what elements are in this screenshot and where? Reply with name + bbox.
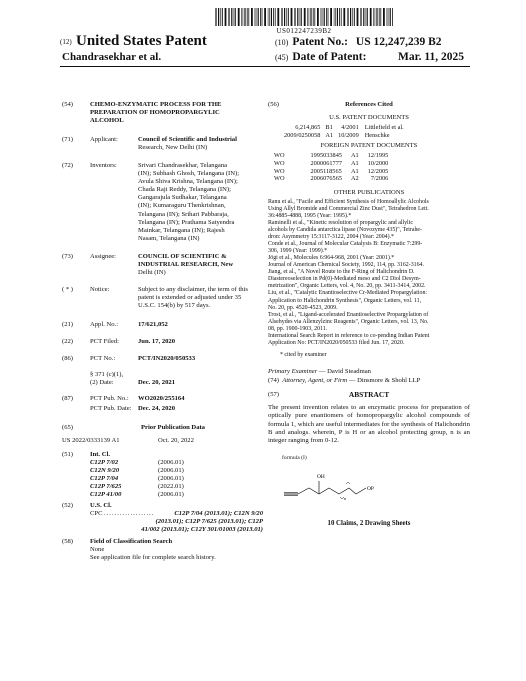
foreign-doc-row: WO 1995033845 A1 12/1995 [274,152,389,160]
barcode-bar [271,8,272,26]
barcode-bar [277,8,279,26]
pct-pub-section: (87) PCT Pub. No.: WO2020/255164 PCT Pub. Date: Dec. 24, 2020 [62,395,256,421]
formula-figure [268,454,470,516]
int-cl-section: (51) Int. Cl. C12P 7/02 (2006.01) C12N 9/20 (2006.01) C12P 7/04 (2006.01) C12P 7/625 (2022.01) C12P 41/00 (2006.01) [62,451,184,499]
barcode-bar [288,8,289,26]
barcode-bar [324,8,325,26]
barcode-bar [235,8,236,26]
formula-label: formula (I) [282,454,307,461]
barcode-bar [367,8,368,26]
other-publication-line: dron: Asymmetry 15:3117-3122, 2004 (Year: 2004).* [268,234,394,241]
other-publication-line: Diastereoselection in Pd(0)-Mediated meso and C2 Diol Desym- [268,276,421,283]
barcode-number: US012247239B2 [276,27,332,35]
barcode-bar [260,8,261,26]
other-publication-line: 36:4885-4888, 1995 (Year: 1995).* [268,212,352,219]
barcode-bar [231,8,232,26]
inventors-section: (72) Inventors: Srivari Chandrasekhar, Telangana (IN); Subhash Ghosh, Telangana (IN); Avula Shiva Krishna, Telangana (IN); Chada Raji Reddy, Telangana (IN); Gangarajula Sudhakar, Telangana (IN); Kumaraguru Thenkrishnan, Telangana (IN); Srihari Pabbaraja, Telangana (IN); Prathama Satyendra Mainkar, Telangana (IN); Rajesh Nasam, Telangana (IN) [62,162,256,246]
other-publication-line: alcohols by Candida antarctica lipase (Novozyme 435)", Tetrahe- [268,227,423,234]
barcode-bar [354,8,355,26]
barcode-bar [317,8,319,26]
barcode-bar [297,8,298,26]
other-publication-line: Trost, et al., "Ligand-accelerated Enantioselective Propargylation of [268,311,429,318]
barcode-bar [256,8,257,26]
barcode-bar [314,8,315,26]
other-publication-line: No. 20, pp. 4520-4523, 2009. [268,304,338,311]
barcode-bar [328,8,329,26]
left-column [62,101,263,661]
barcode-bar [247,8,248,26]
us-cl-section: (52) U.S. Cl. CPC ................... C12P 7/04 (2013.01); C12N 9/20 (2013.01); C12P 7/625 (2013.01); C12P 41/002 (2013.01); C12Y 301/01003 (2013.01) [62,502,263,534]
assignee-section: (73) Assignee: COUNCIL OF SCIENTIFIC & INDUSTRIAL RESEARCH, New Delhi (IN) [62,253,256,286]
barcode-bar [313,8,314,26]
int-cl-row: C12P 41/00 (2006.01) [90,491,184,499]
other-publication-line: Jiang, et al., "A Novel Route to the F-Ring of Halichondrin D. [268,269,415,276]
title-section: (54) CHEMO-ENZYMATIC PROCESS FOR THE PREPARATION OF HOMOPROPARGYLIC ALCOHOL [62,101,256,133]
foreign-patent-documents [274,152,397,182]
date-label: Date of Patent: [292,51,367,63]
barcode-bar [310,8,311,26]
barcode-bar [375,8,376,26]
barcode-bar [291,8,293,26]
other-publication-line: International Search Report in reference to co-pending Indian Patent [268,332,430,339]
barcode-bar [218,8,219,26]
inventors-short: Chandrasekhar et al. [62,51,162,63]
other-publication-line: Raminelli et al., "Kinetic resolution of propargylic and allylic [268,219,413,226]
barcode-bar [370,8,372,26]
header-divider [60,66,470,67]
barcode-bar [286,8,287,26]
field-search-section: (58) Field of Classification Search None See application file for complete search history. [62,538,216,561]
barcode-bar [321,8,322,26]
barcode-bar [281,8,282,26]
applicant-section: (71) Applicant: Council of Scientific and Industrial Research, New Delhi (IN) [62,136,256,162]
right-column: (56) References Cited U.S. PATENT DOCUMENTS 6,214,865 B1 4/2001 Littlefield et al. 2009/0250058 A1 10/2009 Henschke FOREIGN PATENT DOCUMENTS WO 1995033845 A1 12/1995 WO 2000061777 A1 10/2000 WO 2005118565 A1 12/2005 WO 2006076565 A2 7/2006 OTHER PUBLICATIONS Ranu et al., "Facile and Efficient Synthesis of Homoallylic Alcohols Using Allyl Bromide and Commercial Zinc Dust", Tetrahedron Lett. 36:4885-4888, 1995 (Year: 1995).* Raminelli et al., "Kinetic resolution of propargylic and allylic alcohols by Candida antarctica lipase (Novozyme 435)", Tetrahe- dron: Asymmetry 15:3117-3122, 2004 (Year: 2004).* Conde et al., Journal of Molecular Catalysis B: Enzymatic 7:299- 306, 1999 (Year: 1999).* Jögi et al., Molecules 6:964-968, 2001 (Year: 2001).* Journal of American Chemical Society, 1992, 114, pp. 3162-3164. Jiang, et al., "A Novel Route to the F-Ring of Halichondrin D. Diastereoselection in Pd(0)-Mediated meso and C2 Diol Desym- metrization", Organic Letters, vol. 4, No. 20, pp. 3411-3414, 2002. Liu, et al., "Catalytic Enantioselective Cr-Mediated Propargylation: Application to Halichondrin Synthesis", Organic Letters, vol. 11, No. 20, pp. 4520-4523, 2009. Trost, et al., "Ligand-accelerated Enantioselective Propargylation of Alsehydes via Allenzylzinc Reagents", Organic Letters, vol. 13, No. 08, pp. 1900-1903, 2011. International Search Report in reference to co-pending Indian Patent Application No: PCT/IN2020/050533 filed Jun. 17, 2020. * cited by examiner Primary Examiner — David Steadman (74) Attorney, Agent, or Firm — Dinsmore & Shohl LLP (57) ABSTRACT The present invention relates to an enzymatic process for preparation of optically pure enantiomers of homopropargylic alcohol compounds of formula 1, which are useful intermediates for the synthesis of Halichondrin B and analogs. wherein, P is H or an alcohol protecting group, n is an integer ranging from 0-12. formula (I) OH n OP 10 Claims, 2 Drawing Sheets [268,101,470,527]
barcode-bar [363,8,364,26]
other-publication-line: 306, 1999 (Year: 1999).* [268,248,328,255]
foreign-doc-row: WO 2000061777 A1 10/2000 [274,159,389,167]
barcode-bar [348,8,349,26]
formula-n: n [344,495,347,501]
other-publication-line: Journal of American Chemical Society, 1992, 114, pp. 3162-3164. [268,262,424,269]
pct-no-value: PCT/IN2020/050533 [138,355,196,362]
barcode-bar [392,8,393,26]
barcode-bar [234,8,235,26]
patent-number-label: Patent No.: [292,36,348,48]
appl-no-value: 17/621,052 [138,321,168,328]
barcode-bar [238,8,240,26]
patent-number-line: (10) Patent No.: US 12,247,239 B2 [275,36,442,48]
patent-number: US 12,247,239 B2 [355,36,442,48]
tag-12: (12) [60,38,72,46]
pct-pub-date-value: Dec. 24, 2020 [138,405,175,412]
barcode-bar [275,8,276,26]
pct-no-section: (86) PCT No.: PCT/IN2020/050533 § 371 (c)(1), (2) Date: Dec. 20, 2021 [62,355,256,391]
barcode-bar [282,8,283,26]
formula-op: OP [367,485,374,492]
formula-oh: OH [317,473,325,480]
barcode-bar [307,8,308,26]
barcode-bar [273,8,274,26]
barcode-bar [268,8,269,26]
other-publication-line: metrization", Organic Letters, vol. 4, No. 20, pp. 3411-3414, 2002. [268,283,426,290]
attorney: (74) Attorney, Agent, or Firm — Dinsmore & Shohl LLP [268,376,421,384]
barcode-bar [216,8,217,26]
primary-examiner: Primary Examiner — David Steadman [268,367,371,375]
barcode-bar [258,8,259,26]
barcode-bar [241,8,242,26]
cpc-codes: C12P 7/04 (2013.01); C12N 9/20 (2013.01); C12P 7/625 (2013.01); C12P 41/002 (2013.01); C12Y 301/01003 (2013.01) [141,510,263,534]
other-publication-line: Using Allyl Bromide and Commercial Zinc Dust", Tetrahedron Lett. [268,205,429,212]
barcode-bar [341,8,342,26]
barcode-bar [229,8,230,26]
assignee-value: COUNCIL OF SCIENTIFIC & INDUSTRIAL RESEARCH, New Delhi (IN) [138,253,234,277]
s371-date-value: Dec. 20, 2021 [138,379,175,386]
other-publication-line: Application to Halichondrin Synthesis", Organic Letters, vol. 11, [268,297,422,304]
abstract-header: (57) ABSTRACT [268,390,390,400]
int-cl-row: C12P 7/02 (2006.01) [90,459,184,466]
patent-type-title: United States Patent [76,33,207,49]
barcode-bar [334,8,335,26]
cited-by-examiner: * cited by examiner [280,351,327,358]
barcode-bar [347,8,348,26]
barcode-bar [228,8,229,26]
other-publication-line: Alsehydes via Allenzylzinc Reagents", Organic Letters, vol. 13, No. [268,318,429,325]
barcode-bar [379,8,380,26]
invention-title: CHEMO-ENZYMATIC PROCESS FOR THE PREPARATION OF HOMOPROPARGYLIC ALCOHOL [90,101,222,125]
barcode-bar [251,8,253,26]
barcode-bar [335,8,336,26]
barcode-bar [388,8,389,26]
other-publication-line: Liu, et al., "Catalytic Enantioselective Cr-Mediated Propargylation: [268,290,428,297]
foreign-doc-row: WO 2005118565 A1 12/2005 [274,167,389,175]
claims-note: 10 Claims, 2 Drawing Sheets [327,519,411,527]
barcode-bar [361,8,362,26]
barcode-bar [300,8,301,26]
notice-section: ( * ) Notice: Subject to any disclaimer, the term of this patent is extended or adjusted under 35 U.S.C. 154(b) by 517 days. [62,286,256,319]
applicant-value: Council of Scientific and Industrial Research, New Delhi (IN) [138,136,237,152]
int-cl-row: C12P 7/625 (2022.01) [90,483,184,491]
barcode-bar [339,8,340,26]
barcode-bar [264,8,266,26]
barcode-bar [269,8,270,26]
prior-publication-title: Prior Publication Data [141,424,205,431]
int-cl-row: C12N 9/20 (2006.01) [90,467,184,475]
barcode-bar [294,8,295,26]
barcode-bar [295,8,296,26]
inventors-list: Srivari Chandrasekhar, Telangana (IN); Subhash Ghosh, Telangana (IN); Avula Shiva Krishna, Telangana (IN); Chada Raji Reddy, Telangana (IN); Gangarajula Sudhakar, Telangana (IN); Kumaraguru Thenkrishnan, Telangana (IN); Srihari Pabbaraja, Telangana (IN); Prathama Satyendra Mainkar, Telangana (IN); Rajesh Nasam, Telangana (IN) [138,162,240,242]
other-publications [268,199,470,347]
barcode-bar [222,8,223,26]
other-publications-title: OTHER PUBLICATIONS [333,188,405,196]
barcode-bar [387,8,388,26]
us-doc-row: 6,214,865 B1 4/2001 Littlefield et al. [295,124,404,132]
references-title: References Cited [345,101,393,108]
foreign-docs-title: FOREIGN PATENT DOCUMENTS [320,142,418,150]
prior-publication-section: (65) Prior Publication Data US 2022/0333139 A1 Oct. 20, 2022 [62,424,256,448]
appl-no-section: (21) Appl. No.: 17/621,052 [62,321,256,338]
other-publication-line: Jögi et al., Molecules 6:964-968, 2001 (Year: 2001).* [268,255,395,262]
barcode-bar [248,8,249,26]
notice-text: Subject to any disclaimer, the term of this patent is extended or adjusted under 35 U.S.C. 154(b) by 517 days. [138,286,248,310]
us-doc-row: 2009/0250058 A1 10/2009 Henschke [284,131,390,139]
barcode-bar [380,8,381,26]
us-docs-title: U.S. PATENT DOCUMENTS [329,114,409,121]
other-publication-line: Ranu et al., "Facile and Efficient Synthesis of Homoallylic Alcohols [268,198,429,205]
us-patent-documents [284,124,409,139]
pct-pub-no-value: WO2020/255164 [138,395,185,402]
pct-filed-section: (22) PCT Filed: Jun. 17, 2020 [62,338,256,355]
barcode-bar [326,8,327,26]
date-of-patent-line: (45) Date of Patent: Mar. 11, 2025 [275,51,465,63]
barcode-bar [373,8,374,26]
barcode-bar [360,8,361,26]
other-publication-line: Application No: PCT/IN2020/050533 filed Jun. 17, 2020. [268,339,405,346]
barcode-bar [337,8,338,26]
barcode-bar [262,8,263,26]
barcode-bar [383,8,385,26]
int-cl-row: C12P 7/04 (2006.01) [90,475,184,483]
barcode-bar [330,8,332,26]
barcode-bar [309,8,310,26]
barcode-bar [357,8,359,26]
barcode-bar [244,8,245,26]
formula-structure [282,464,402,504]
barcode-bar [366,8,367,26]
barcode-bar [220,8,221,26]
date-of-patent: Mar. 11, 2025 [398,51,465,63]
foreign-doc-row: WO 2006076565 A2 7/2006 [274,175,389,183]
barcode-bar [301,8,302,26]
barcode-bar [255,8,256,26]
barcode-bar [350,8,351,26]
barcode-bar [243,8,244,26]
barcode-bar [352,8,353,26]
other-publication-line: 08, pp. 1900-1903, 2011. [268,325,328,332]
barcode-bar [225,8,227,26]
barcode-bar [343,8,345,26]
patent-barcode [215,8,393,26]
barcode-bar [322,8,323,26]
abstract-text: The present invention relates to an enzymatic process for preparation of optically pure enantiomers of homopropargylic alcohol compounds of formula 1, which are useful intermediates for the synthesis of Halichondrin B and analogs. wherein, P is H or an alcohol protecting group, n is an integer ranging from 0-12. [268,404,470,445]
other-publication-line: Conde et al., Journal of Molecular Catalysis B: Enzymatic 7:299- [268,241,423,248]
barcode-bar [284,8,285,26]
barcode-bar [376,8,377,26]
barcode-bar [390,8,391,26]
pct-filed-value: Jun. 17, 2020 [138,338,176,345]
barcode-bar [215,8,216,26]
barcode-bar [304,8,306,26]
